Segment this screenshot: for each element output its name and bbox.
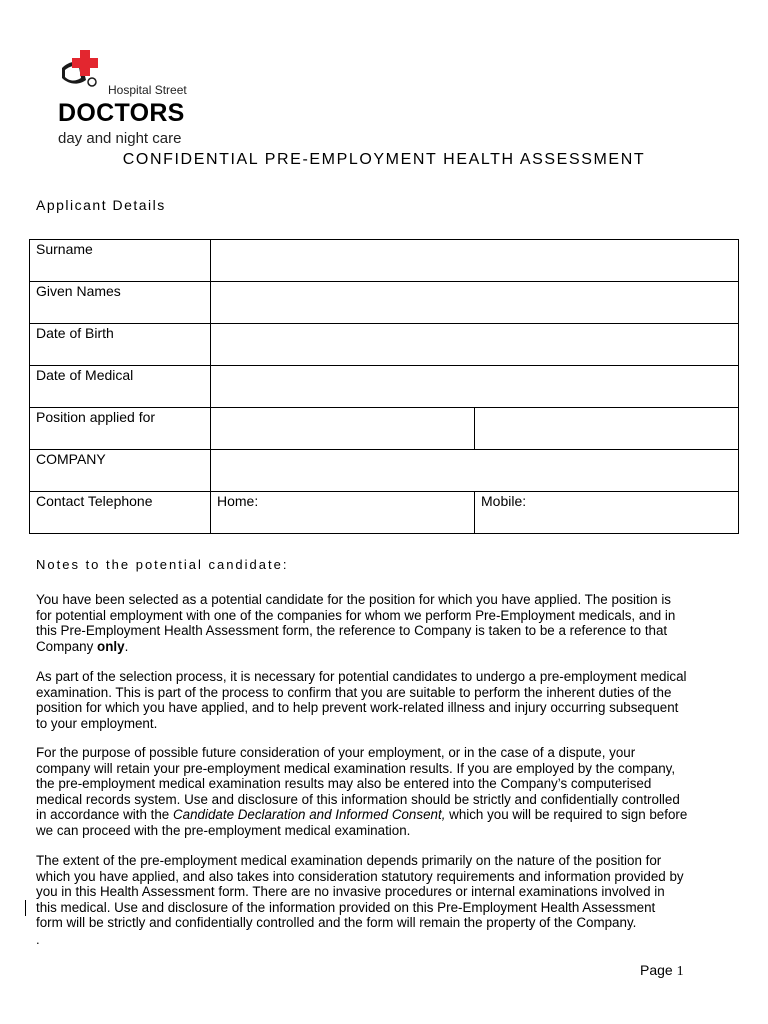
logo-name: DOCTORS	[58, 99, 185, 127]
table-row	[30, 492, 739, 534]
notes-paragraph-4	[36, 853, 736, 931]
paragraph-line: For the purpose of possible future consideration of your employment, or in the case of a dispute, your	[36, 745, 636, 760]
given-names-label: Given Names	[30, 282, 211, 324]
notes-paragraph-2	[36, 669, 736, 731]
company-field[interactable]	[211, 450, 739, 492]
paragraph-line: we can proceed with the pre-employment medical examination.	[36, 822, 411, 838]
doctors-logo-icon	[56, 44, 116, 94]
applicant-details-table	[29, 239, 739, 534]
logo	[56, 44, 206, 150]
emphasis-only: only	[97, 638, 125, 654]
date-of-medical-label: Date of Medical	[30, 366, 211, 408]
paragraph-line: As part of the selection process, it is necessary for potential candidates to undergo a pre-employment medical	[36, 669, 687, 684]
home-phone-field[interactable]	[211, 492, 475, 534]
position-extra-field[interactable]	[475, 408, 739, 450]
paragraph-line: which you have applied, and also takes into consideration statutory requirements and information provided by	[36, 868, 684, 884]
paragraph-line: position for which you have applied, and to help prevent work-related illness and injury occurring subsequent	[36, 700, 679, 716]
notes-paragraph-1	[36, 592, 736, 654]
paragraph-line	[36, 807, 736, 823]
paragraph-line: form will be strictly and confidentially controlled and the form will remain the property of the Company.	[36, 915, 637, 931]
notes-paragraph-3	[36, 745, 736, 839]
applicant-details-heading: Applicant Details	[36, 197, 166, 213]
position-field[interactable]	[211, 408, 475, 450]
logo-subtitle: Hospital Street	[108, 83, 187, 97]
paragraph-line: You have been selected as a potential candidate for the position for which you have applied. The position is	[36, 592, 672, 607]
paragraph-line: the pre-employment medical examination results may also be entered into the Company’s computerised	[36, 776, 652, 792]
paragraph-line: this medical. Use and disclosure of the information provided on this Pre-Employment Health Assessment	[36, 899, 656, 915]
text-run: in accordance with the	[36, 807, 173, 823]
table-row	[30, 282, 739, 324]
paragraph-line: medical records system. Use and disclosure of this information should be strictly and confidentially controlled	[36, 791, 680, 807]
dob-label: Date of Birth	[30, 324, 211, 366]
table-row	[30, 324, 739, 366]
position-label: Position applied for	[30, 408, 211, 450]
page-number-value: 1	[676, 964, 684, 979]
paragraph-line	[36, 639, 736, 655]
table-row	[30, 240, 739, 282]
text-run: Company	[36, 638, 98, 654]
page-label: Page	[640, 962, 673, 978]
text-cursor	[25, 900, 26, 916]
table-row	[30, 408, 739, 450]
surname-label: Surname	[30, 240, 211, 282]
mobile-phone-field[interactable]	[475, 492, 739, 534]
paragraph-line: The extent of the pre-employment medical examination depends primarily on the nature of the position for	[36, 853, 662, 868]
paragraph-line: you in this Health Assessment form. There are no invasive procedures or internal examinations involved in	[36, 884, 665, 900]
page-number	[640, 962, 684, 980]
surname-field[interactable]	[211, 240, 739, 282]
home-phone-label: Home:	[217, 493, 259, 509]
mobile-phone-label: Mobile:	[481, 493, 527, 509]
paragraph-line: company will retain your pre-employment medical examination results. If you are employed by the company,	[36, 760, 676, 776]
paragraph-line: this Pre-Employment Health Assessment form, the reference to Company is taken to be a reference to that	[36, 623, 668, 639]
given-names-field[interactable]	[211, 282, 739, 324]
date-of-medical-field[interactable]	[211, 366, 739, 408]
consent-reference: Candidate Declaration and Informed Consent,	[172, 807, 446, 823]
contact-telephone-label: Contact Telephone	[30, 492, 211, 534]
text-run: .	[124, 638, 129, 654]
paragraph-line: to your employment.	[36, 715, 158, 731]
company-label: COMPANY	[30, 450, 211, 492]
notes-heading: Notes to the potential candidate:	[36, 557, 289, 572]
paragraph-line: examination. This is part of the process to confirm that you are suitable to perform the inherent duties of the	[36, 684, 672, 700]
document-title: CONFIDENTIAL PRE-EMPLOYMENT HEALTH ASSESSMENT	[122, 151, 646, 168]
table-row	[30, 450, 739, 492]
dob-field[interactable]	[211, 324, 739, 366]
paragraph-line: for potential employment with one of the companies for whom we perform Pre-Employment medicals, and in	[36, 607, 676, 623]
table-row	[30, 366, 739, 408]
text-run: which you will be required to sign before	[445, 807, 688, 823]
stray-dot: .	[36, 932, 40, 947]
logo-tagline: day and night care	[58, 130, 182, 147]
